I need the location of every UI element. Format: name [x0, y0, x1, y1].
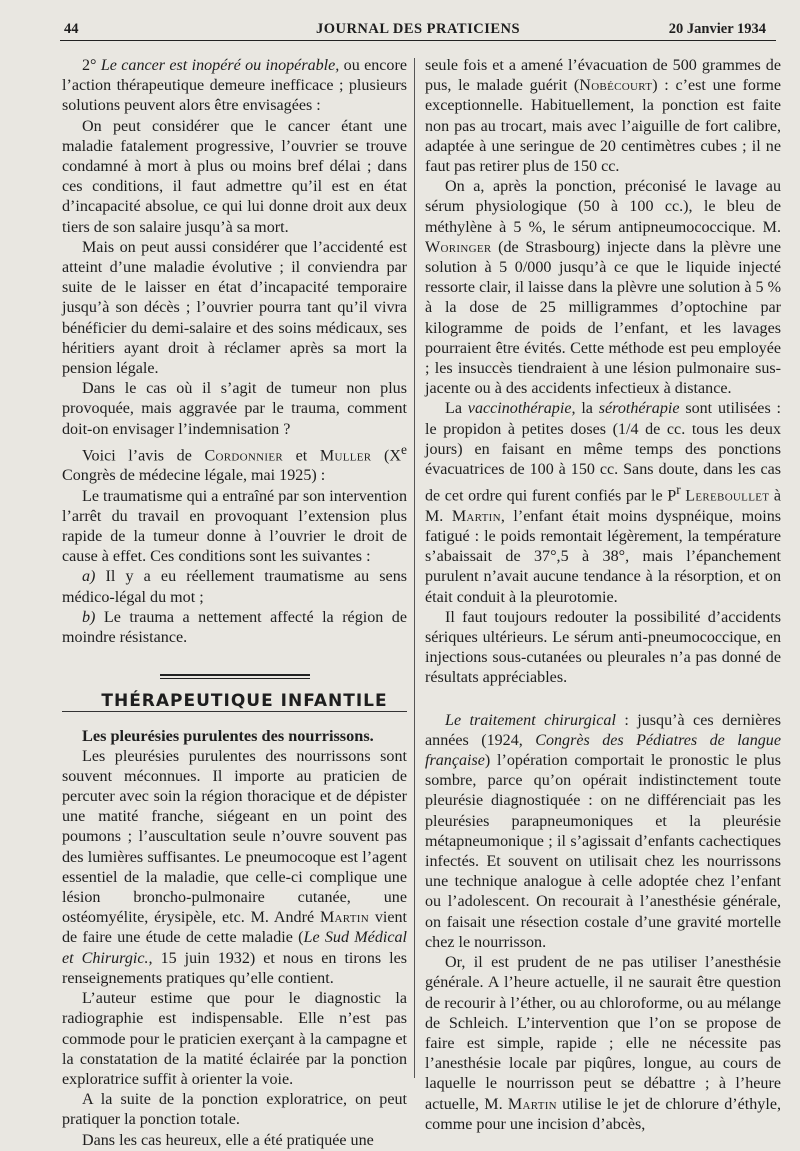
paragraph: Les pleurésies purulentes des nourrissons sont souvent méconnues. Il importe au praticien de percuter avec soin la région thoracique et de dépister une matité franche, siégeant en un point des poumons ; l’auscultation seule n’ouvre souvent pas des lumières suffisantes. Le pneumocoque est l’agent essentiel de la maladie, que celle-ci complique une lésion broncho-pulmonaire cutanée, une ostéomyélite, érysipèle, etc. M. André Martin vient de faire une étude de cette maladie (Le Sud Médical et Chirurgic., 15 juin 1932) et nous en tirons les renseignements pratiques qu’elle contient. [62, 747, 408, 987]
paragraph: La vaccinothérapie, la sérothérapie sont utilisées : le propidon à petites doses (1/4 de cc. tous les deux jours) en faisant en même temps des ponctions évacuatrices de 100 à 150 cc. Sans doute, dans les cas de cet ordre qui furent confiés par le $P^r$ Lereboullet à M. Martin, l’enfant était moins dyspnéique, moins fatigué : le poids remontait légèrement, la température s’abaissait de 37°,5 à 38°, mais l’épanchement purulent n’avait aucune tendance à la résorption, et on était conduit à la pleurotomie. [425, 400, 782, 606]
right-column [425, 56, 782, 1133]
article-title: Les pleurésies purulentes des nourrissons. [82, 726, 374, 746]
page-header [60, 18, 776, 41]
paragraph: A la suite de la ponction exploratrice, on peut pratiquer la ponction totale. [62, 1091, 407, 1129]
paragraph: Or, il est prudent de ne pas utiliser l’anesthésie générale. A l’heure actuelle, il ne saurait être question de recourir à l’éther, ou au chloroforme, ou au mélange de Schleich. L’intervention que l’on se propose de faire est simple, rapide ; elle ne nécessite pas l’anesthésie locale par piqûres, longue, au cours de laquelle le nourrisson peut se débattre ; à l’heure actuelle, M. Martin utilise le jet de chlorure d’éthyle, comme pour une incision d’abcès, [425, 954, 781, 1133]
paragraph: Dans le cas où il s’agit de tumeur non plus provoquée, mais aggravée par le trauma, comment doit-on envisager l’indemnisation ? [62, 380, 407, 438]
paragraph: Mais on peut aussi considérer que l’accidenté est atteint d’une maladie évolutive ; il conviendra par suite de le laisser en état d’incapacité temporaire jusqu’à son décès ; l’ouvrier pourra tant qu’il vivra bénéficier du demi-salaire et des soins médicaux, ses héritiers ayant droit à réclamer après sa mort la pension légale. [62, 238, 407, 378]
column-divider [414, 58, 415, 1078]
paragraph: Le traitement chirurgical : jusqu’à ces dernières années (1924, Congrès des Pédiatres de langue française) l’opération comportait le pronostic le plus sombre, parce qu’on opérait indistinctement toute pleurésie diagnostiquée : on ne différenciait pas les pleurésies parapneumoniques et la pleurésie métapneumonique ; il s’agissait d’enfants cachectiques infectés. Et souvent on utilisait chez les nourrissons une technique analogue à celle adoptée chez l’enfant ou l’adolescent. On recourait à l’anesthésie générale, on faisait une résection costale d’une gravité mortelle chez le nourrisson. [425, 711, 782, 951]
paragraph: On peut considérer que le cancer étant une maladie fatalement progressive, l’ouvrier se trouve condamné à mort à plus ou moins bref délai ; dans ces conditions, il faut admettre qu’il est en état d’incapacité absolue, ce qui lui donne droit aux deux tiers de son salaire jusqu’à sa mort. [62, 117, 407, 236]
section-divider [160, 674, 310, 679]
paragraph: Il faut toujours redouter la possibilité d’accidents sériques ultérieurs. Le sérum anti-pneumococcique, en injections sous-cutanées ou pleurales n’a pas donné de résultats appréciables. [425, 608, 781, 687]
list-item: b) Le trauma a nettement affecté la région de moindre résistance. [62, 608, 407, 647]
left-column [62, 56, 408, 1149]
paragraph: On a, après la ponction, préconisé le lavage au sérum physiologique (50 à 100 cc.), le bleu de méthylène à 5 %, le sérum antipneumococcique. M. Woringer (de Strasbourg) injecte dans la plèvre une solution à 5 0/000 jusqu’à ce que le liquide injecté ressorte clair, il laisse dans la plèvre une solution à 5 % à la dose de 25 milligrammes d’optochine par kilogramme de poids de l’enfant, et les lavages pourraient être évités. Cette méthode est peu employée ; les insuccès tiendraient à une lésion pulmonaire sus-jacente ou à des accidents infectieux à distance. [425, 178, 781, 398]
issue-date: 20 Janvier 1934 [668, 21, 766, 37]
section-title: THÉRAPEUTIQUE INFANTILE [101, 691, 388, 712]
paragraph: Le traumatisme qui a entraîné par son intervention l’arrêt du travail en provoquant l’extension plus rapide de la tumeur donne à l’ouvrier le droit de cause à effet. Ces conditions sont les suivantes : [62, 487, 407, 566]
section-rule [62, 711, 407, 712]
paragraph: Voici l’avis de Cordonnier et Muller (Xe Congrès de médecine légale, mai 1925) : [62, 441, 407, 485]
page-number: 44 [64, 21, 79, 37]
journal-title: JOURNAL DES PRATICIENS [315, 21, 521, 37]
paragraph: seule fois et a amené l’évacuation de 500 grammes de pus, le malade guérit (Nobécourt) : c’est une forme exceptionnelle. Habituellement, la ponction est faite non pas au trocart, mais avec l’aiguille de fort calibre, adaptée à une seringue de 20 centimètres cubes ; il ne faut pas retirer plus de 150 cc. [425, 57, 781, 176]
paragraph: 2° Le cancer est inopéré ou inopérable, ou encore l’action thérapeutique demeure inefficace ; plusieurs solutions peuvent alors être envisagées : [62, 57, 407, 115]
paragraph: L’auteur estime que pour le diagnostic la radiographie est indispensable. Elle n’est pas commode pour le praticien exerçant à la campagne et la constatation de la matité éclairée par la ponction exploratrice suffit à orienter la voie. [62, 990, 407, 1088]
paragraph: Dans les cas heureux, elle a été pratiquée une [82, 1131, 374, 1149]
list-item: a) Il y a eu réellement traumatisme au sens médico-légal du mot ; [62, 568, 407, 606]
